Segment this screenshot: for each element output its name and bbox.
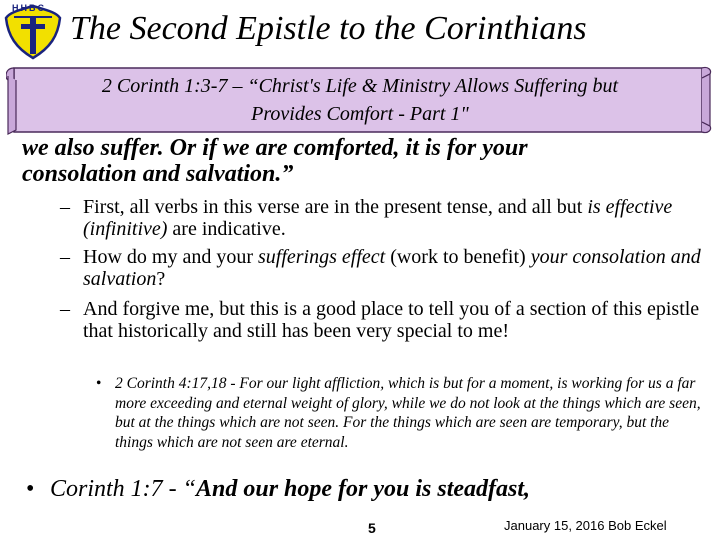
banner-line-2: Provides Comfort - Part 1" [251,103,469,125]
scripture-quote: And our hope for you is steadfast, [196,476,531,502]
dash-bullet: – [60,196,70,218]
footer-date-author: January 15, 2016 Bob Eckel [504,518,667,533]
text-run: are indicative. [167,218,286,240]
verse-line-1: we also suffer. Or if we are comforted, it is for your [22,135,528,161]
text-run: ? [156,268,166,290]
page-number: 5 [368,520,376,536]
dash-bullet: – [60,298,70,320]
list-item-text: And forgive me, but this is a good place to tell you of a section of this epistle that historically and still has been very special to me! [83,298,700,342]
list-item-text [83,196,703,240]
banner-text [28,72,692,128]
logo-text: HHBC [12,3,46,13]
list-item-text [83,246,703,290]
church-logo [2,2,64,60]
dash-bullet: – [60,246,70,268]
text-run: First, all verbs in this verse are in the present tense, and all but [83,196,588,218]
page-title: The Second Epistle to the Corinthians [70,10,587,47]
text-run: How do my and your [83,246,258,268]
sub-list-item-text: 2 Corinth 4:17,18 - For our light affliction, which is but for a moment, is working for us a far more exceeding and eternal weight of glory, while we do not look at the things which are seen, but at the things which are not seen. For the things which are seen are temporary, but the things which are not seen are eternal. [115,375,701,451]
italic-run: is effective (infinitive) [83,196,673,240]
scripture-reference: Corinth 1:7 - “ [50,476,197,502]
list-item-text [50,474,530,504]
italic-run: your consolation and salvation [83,246,701,290]
bullet-dot: • [26,476,35,502]
verse-text [22,135,712,187]
bullet-dot: • [96,375,102,392]
banner-line-1: 2 Corinth 1:3-7 – “Christ's Life & Ministry Allows Suffering but [101,75,619,97]
verse-line-2: consolation and salvation.” [22,161,294,187]
italic-run: sufferings effect [257,246,386,268]
scroll-banner [6,64,712,138]
text-run: (work to benefit) [385,246,531,268]
